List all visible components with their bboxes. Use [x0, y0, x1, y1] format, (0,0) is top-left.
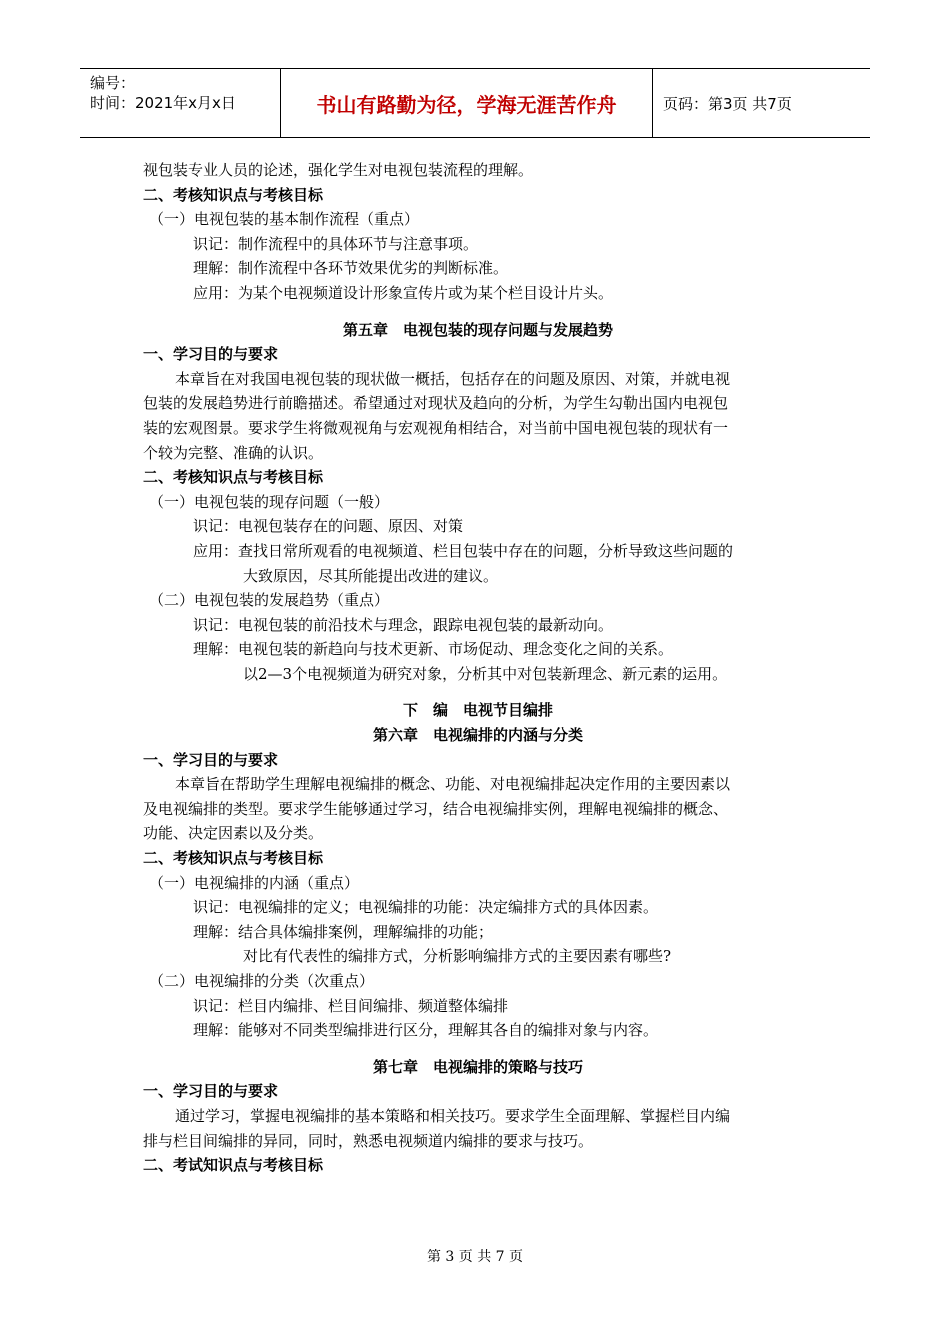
chapter-title: 第五章 电视包装的现存问题与发展趋势 [342, 320, 613, 339]
paragraph-line: 本章旨在帮助学生理解电视编排的概念、功能、对电视编排起决定作用的主要因素以 [175, 775, 731, 794]
paragraph-line: 及电视编排的类型。要求学生能够通过学习，结合电视编排实例，理解电视编排的概念、 [143, 799, 729, 818]
section-heading: 二、考核知识点与考核目标 [143, 185, 324, 204]
document-date: 时间：2021年x月x日 [90, 94, 236, 112]
objective-item-continuation: 大致原因，尽其所能提出改进的建议。 [243, 566, 499, 585]
objective-item: 理解：电视包装的新趋向与技术更新、市场促动、理念变化之间的关系。 [193, 640, 674, 659]
objective-item: 识记：制作流程中的具体环节与注意事项。 [193, 234, 479, 253]
subsection-heading: （一）电视编排的内涵（重点） [149, 873, 360, 892]
objective-item: 识记：电视编排的定义；电视编排的功能：决定编排方式的具体因素。 [193, 898, 659, 917]
header-page-info: 页码：第3页 共7页 [663, 94, 792, 113]
paragraph-line: 个较为完整、准确的认识。 [143, 443, 324, 462]
subsection-heading: （二）电视包装的发展趋势（重点） [149, 591, 390, 610]
objective-item: 理解：制作流程中各环节效果优劣的判断标准。 [193, 259, 509, 278]
section-heading: 一、学习目的与要求 [143, 345, 279, 364]
section-heading: 一、学习目的与要求 [143, 750, 279, 769]
objective-item: 识记：栏目内编排、栏目间编排、频道整体编排 [193, 996, 509, 1015]
subsection-heading: （一）电视包装的基本制作流程（重点） [149, 210, 420, 229]
subsection-heading: （二）电视编排的分类（次重点） [149, 972, 375, 990]
document-body [143, 158, 813, 1178]
section-heading: 二、考核知识点与考核目标 [143, 849, 324, 868]
paragraph-line: 包装的发展趋势进行前瞻描述。希望通过对现状及趋向的分析，为学生勾勒出国内电视包 [143, 394, 729, 413]
paragraph-line: 功能、决定因素以及分类。 [143, 824, 324, 843]
paragraph-line: 排与栏目间编排的异同，同时，熟悉电视频道内编排的要求与技巧。 [143, 1131, 594, 1150]
chapter-title: 第六章 电视编排的内涵与分类 [372, 726, 583, 745]
objective-item-continuation: 对比有代表性的编排方式，分析影响编排方式的主要因素有哪些? [243, 947, 672, 966]
header-meta [80, 69, 281, 137]
objective-item-continuation: 以2—3个电视频道为研究对象，分析其中对包装新理念、新元素的运用。 [243, 664, 728, 683]
objective-item: 理解：能够对不同类型编排进行区分，理解其各自的编排对象与内容。 [193, 1021, 659, 1040]
section-heading: 二、考试知识点与考核目标 [143, 1156, 324, 1175]
objective-item: 理解：结合具体编排案例，理解编排的功能； [193, 922, 494, 941]
section-heading: 一、学习目的与要求 [143, 1082, 279, 1101]
page-footer: 第 3 页 共 7 页 [426, 1249, 524, 1265]
paragraph-line: 本章旨在对我国电视包装的现状做一概括，包括存在的问题及原因、对策，并就电视 [175, 369, 731, 388]
chapter-title: 第七章 电视编排的策略与技巧 [372, 1057, 583, 1076]
paragraph-line: 视包装专业人员的论述，强化学生对电视包装流程的理解。 [143, 161, 534, 179]
objective-item: 识记：电视包装的前沿技术与理念，跟踪电视包装的最新动向。 [193, 615, 614, 634]
subsection-heading: （一）电视包装的现存问题（一般） [149, 492, 390, 511]
objective-item: 应用：为某个电视频道设计形象宣传片或为某个栏目设计片头。 [193, 283, 614, 302]
part-title: 下 编 电视节目编排 [402, 701, 553, 720]
paragraph-line: 装的宏观图景。要求学生将微观视角与宏观视角相结合，对当前中国电视包装的现状有一 [143, 418, 729, 437]
objective-item: 应用：查找日常所观看的电视频道、栏目包装中存在的问题，分析导致这些问题的 [193, 541, 734, 560]
document-number-label: 编号： [90, 74, 136, 92]
objective-item: 识记：电视包装存在的问题、原因、对策 [193, 517, 464, 536]
paragraph-line: 通过学习，掌握电视编排的基本策略和相关技巧。要求学生全面理解、掌握栏目内编 [175, 1106, 731, 1125]
page-header [80, 68, 870, 138]
header-motto: 书山有路勤为径，学海无涯苦作舟 [281, 69, 653, 137]
section-heading: 二、考核知识点与考核目标 [143, 468, 324, 487]
